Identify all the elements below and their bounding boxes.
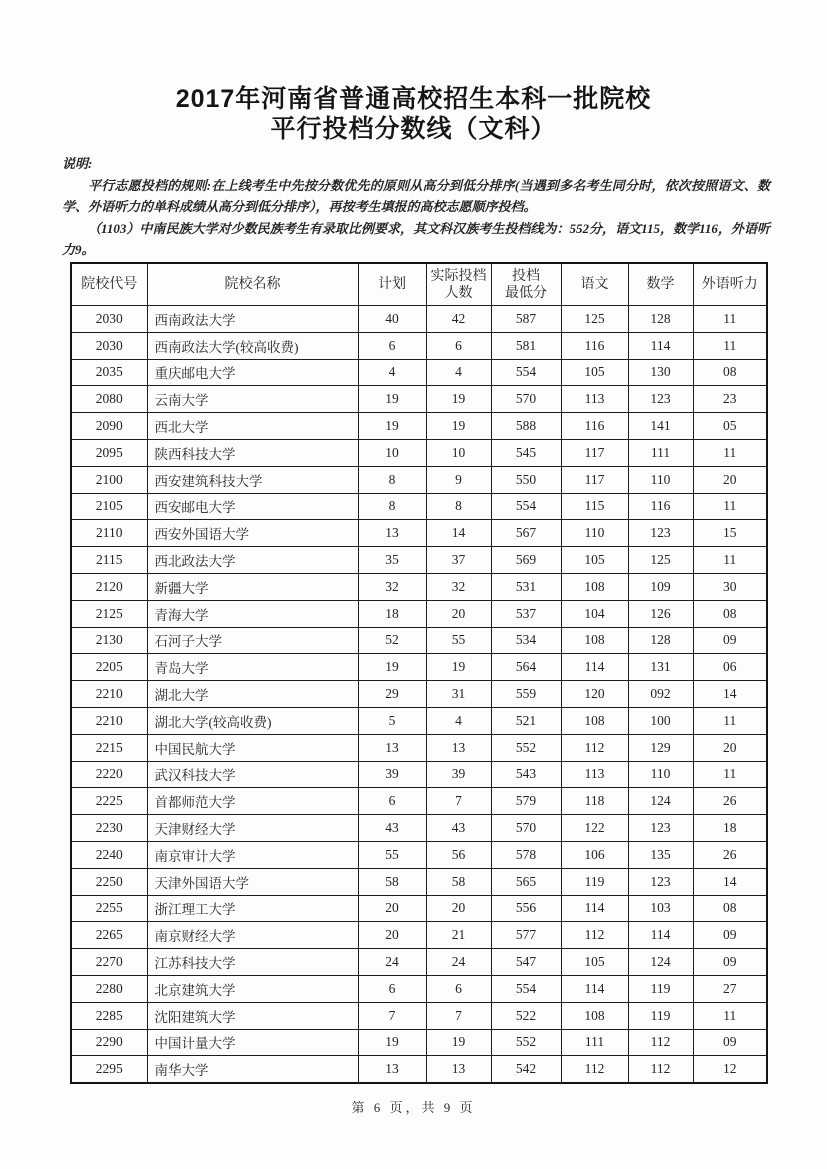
value-cell: 123	[628, 520, 693, 547]
value-cell: 11	[693, 332, 767, 359]
value-cell: 534	[491, 627, 561, 654]
value-cell: 24	[426, 949, 491, 976]
value-cell: 19	[358, 413, 426, 440]
value-cell: 130	[628, 359, 693, 386]
value-cell: 577	[491, 922, 561, 949]
notes-paragraph-1: 平行志愿投档的规则:在上线考生中先按分数优先的原则从高分到低分排序(当遇到多名考生同分时，依次按照语文、数学、外语听力的单科成绩从高分到低分排序），再按考生填报的高校志愿顺序投档。	[62, 177, 770, 214]
value-cell: 10	[358, 439, 426, 466]
value-cell: 35	[358, 547, 426, 574]
value-cell: 111	[628, 439, 693, 466]
value-cell: 55	[358, 841, 426, 868]
value-cell: 092	[628, 681, 693, 708]
value-cell: 19	[426, 654, 491, 681]
college-name-cell: 天津外国语大学	[147, 868, 358, 895]
table-row	[71, 466, 767, 493]
value-cell: 567	[491, 520, 561, 547]
value-cell: 09	[693, 922, 767, 949]
table-row	[71, 600, 767, 627]
page-title	[0, 84, 827, 144]
value-cell: 4	[426, 359, 491, 386]
value-cell: 20	[693, 734, 767, 761]
column-header: 数学	[628, 263, 693, 306]
value-cell: 2210	[71, 681, 147, 708]
value-cell: 588	[491, 413, 561, 440]
college-name-cell: 陕西科技大学	[147, 439, 358, 466]
value-cell: 112	[628, 1029, 693, 1056]
notes-label: 说明:	[62, 156, 93, 171]
value-cell: 110	[561, 520, 628, 547]
value-cell: 2250	[71, 868, 147, 895]
value-cell: 2265	[71, 922, 147, 949]
scores-table	[70, 262, 768, 1084]
college-name-cell: 西安邮电大学	[147, 493, 358, 520]
value-cell: 570	[491, 386, 561, 413]
notes-paragraph-2: （1103）中南民族大学对少数民族考生有录取比例要求，其文科汉族考生投档线为：552分，语文115，数学116，外语听力9。	[62, 220, 770, 257]
value-cell: 123	[628, 815, 693, 842]
value-cell: 2210	[71, 707, 147, 734]
value-cell: 40	[358, 306, 426, 333]
table-row	[71, 1056, 767, 1083]
college-name-cell: 沈阳建筑大学	[147, 1002, 358, 1029]
value-cell: 2290	[71, 1029, 147, 1056]
value-cell: 554	[491, 493, 561, 520]
value-cell: 552	[491, 1029, 561, 1056]
value-cell: 8	[358, 466, 426, 493]
value-cell: 119	[628, 975, 693, 1002]
value-cell: 581	[491, 332, 561, 359]
value-cell: 2120	[71, 573, 147, 600]
college-name-cell: 湖北大学(较高收费)	[147, 707, 358, 734]
value-cell: 114	[561, 975, 628, 1002]
value-cell: 7	[358, 1002, 426, 1029]
value-cell: 114	[628, 922, 693, 949]
value-cell: 6	[426, 975, 491, 1002]
table-row	[71, 493, 767, 520]
value-cell: 52	[358, 627, 426, 654]
table-row	[71, 734, 767, 761]
value-cell: 124	[628, 949, 693, 976]
college-name-cell: 江苏科技大学	[147, 949, 358, 976]
college-name-cell: 云南大学	[147, 386, 358, 413]
table-row	[71, 1002, 767, 1029]
value-cell: 11	[693, 1002, 767, 1029]
college-name-cell: 青海大学	[147, 600, 358, 627]
value-cell: 6	[358, 332, 426, 359]
value-cell: 110	[628, 466, 693, 493]
value-cell: 2080	[71, 386, 147, 413]
value-cell: 11	[693, 761, 767, 788]
college-name-cell: 重庆邮电大学	[147, 359, 358, 386]
value-cell: 537	[491, 600, 561, 627]
value-cell: 103	[628, 895, 693, 922]
college-name-cell: 天津财经大学	[147, 815, 358, 842]
value-cell: 116	[561, 332, 628, 359]
value-cell: 108	[561, 707, 628, 734]
value-cell: 543	[491, 761, 561, 788]
table-row	[71, 922, 767, 949]
value-cell: 112	[561, 734, 628, 761]
value-cell: 129	[628, 734, 693, 761]
college-name-cell: 首都师范大学	[147, 788, 358, 815]
value-cell: 19	[426, 1029, 491, 1056]
value-cell: 2240	[71, 841, 147, 868]
value-cell: 20	[426, 895, 491, 922]
value-cell: 570	[491, 815, 561, 842]
value-cell: 56	[426, 841, 491, 868]
value-cell: 4	[426, 707, 491, 734]
value-cell: 565	[491, 868, 561, 895]
value-cell: 2215	[71, 734, 147, 761]
value-cell: 20	[358, 922, 426, 949]
value-cell: 2295	[71, 1056, 147, 1083]
value-cell: 105	[561, 547, 628, 574]
value-cell: 123	[628, 868, 693, 895]
value-cell: 122	[561, 815, 628, 842]
college-name-cell: 南华大学	[147, 1056, 358, 1083]
value-cell: 113	[561, 761, 628, 788]
value-cell: 111	[561, 1029, 628, 1056]
value-cell: 26	[693, 788, 767, 815]
value-cell: 120	[561, 681, 628, 708]
college-name-cell: 北京建筑大学	[147, 975, 358, 1002]
column-header: 实际投档 人数	[426, 263, 491, 306]
value-cell: 8	[426, 493, 491, 520]
value-cell: 09	[693, 1029, 767, 1056]
value-cell: 39	[358, 761, 426, 788]
value-cell: 2100	[71, 466, 147, 493]
table-row	[71, 386, 767, 413]
value-cell: 13	[358, 734, 426, 761]
value-cell: 116	[561, 413, 628, 440]
table-row	[71, 895, 767, 922]
value-cell: 32	[426, 573, 491, 600]
value-cell: 7	[426, 788, 491, 815]
value-cell: 43	[358, 815, 426, 842]
value-cell: 554	[491, 359, 561, 386]
value-cell: 30	[693, 573, 767, 600]
value-cell: 521	[491, 707, 561, 734]
college-name-cell: 西北大学	[147, 413, 358, 440]
table-row	[71, 1029, 767, 1056]
value-cell: 13	[426, 1056, 491, 1083]
value-cell: 15	[693, 520, 767, 547]
value-cell: 23	[693, 386, 767, 413]
value-cell: 42	[426, 306, 491, 333]
value-cell: 2255	[71, 895, 147, 922]
title-line-1: 2017年河南省普通高校招生本科一批院校	[175, 85, 652, 113]
value-cell: 12	[693, 1056, 767, 1083]
value-cell: 32	[358, 573, 426, 600]
value-cell: 31	[426, 681, 491, 708]
value-cell: 58	[358, 868, 426, 895]
value-cell: 550	[491, 466, 561, 493]
value-cell: 24	[358, 949, 426, 976]
value-cell: 110	[628, 761, 693, 788]
value-cell: 27	[693, 975, 767, 1002]
table-row	[71, 788, 767, 815]
value-cell: 2095	[71, 439, 147, 466]
value-cell: 131	[628, 654, 693, 681]
value-cell: 4	[358, 359, 426, 386]
college-name-cell: 西南政法大学	[147, 306, 358, 333]
value-cell: 128	[628, 306, 693, 333]
value-cell: 114	[561, 895, 628, 922]
value-cell: 542	[491, 1056, 561, 1083]
column-header: 院校代号	[71, 263, 147, 306]
value-cell: 114	[561, 654, 628, 681]
value-cell: 05	[693, 413, 767, 440]
value-cell: 2230	[71, 815, 147, 842]
value-cell: 13	[426, 734, 491, 761]
value-cell: 113	[561, 386, 628, 413]
value-cell: 11	[693, 707, 767, 734]
value-cell: 39	[426, 761, 491, 788]
college-name-cell: 西安外国语大学	[147, 520, 358, 547]
value-cell: 2270	[71, 949, 147, 976]
college-name-cell: 石河子大学	[147, 627, 358, 654]
value-cell: 115	[561, 493, 628, 520]
value-cell: 20	[693, 466, 767, 493]
value-cell: 20	[358, 895, 426, 922]
column-header: 计划	[358, 263, 426, 306]
value-cell: 09	[693, 949, 767, 976]
value-cell: 112	[628, 1056, 693, 1083]
table-row	[71, 707, 767, 734]
table-row	[71, 681, 767, 708]
column-header: 外语听力	[693, 263, 767, 306]
value-cell: 108	[561, 1002, 628, 1029]
value-cell: 20	[426, 600, 491, 627]
value-cell: 14	[693, 681, 767, 708]
table-row	[71, 975, 767, 1002]
college-name-cell: 武汉科技大学	[147, 761, 358, 788]
table-row	[71, 439, 767, 466]
value-cell: 117	[561, 439, 628, 466]
college-name-cell: 青岛大学	[147, 654, 358, 681]
value-cell: 18	[358, 600, 426, 627]
column-header: 语文	[561, 263, 628, 306]
college-name-cell: 西北政法大学	[147, 547, 358, 574]
value-cell: 19	[426, 386, 491, 413]
value-cell: 552	[491, 734, 561, 761]
college-name-cell: 西南政法大学(较高收费)	[147, 332, 358, 359]
value-cell: 135	[628, 841, 693, 868]
value-cell: 10	[426, 439, 491, 466]
table-row	[71, 359, 767, 386]
value-cell: 8	[358, 493, 426, 520]
table-row	[71, 761, 767, 788]
value-cell: 2220	[71, 761, 147, 788]
value-cell: 11	[693, 493, 767, 520]
value-cell: 19	[426, 413, 491, 440]
value-cell: 2110	[71, 520, 147, 547]
value-cell: 587	[491, 306, 561, 333]
value-cell: 58	[426, 868, 491, 895]
value-cell: 522	[491, 1002, 561, 1029]
value-cell: 19	[358, 386, 426, 413]
value-cell: 14	[426, 520, 491, 547]
value-cell: 118	[561, 788, 628, 815]
value-cell: 108	[561, 627, 628, 654]
table-row	[71, 306, 767, 333]
table-row	[71, 868, 767, 895]
value-cell: 11	[693, 547, 767, 574]
value-cell: 2130	[71, 627, 147, 654]
table-row	[71, 654, 767, 681]
notes-section	[62, 153, 770, 261]
value-cell: 55	[426, 627, 491, 654]
value-cell: 126	[628, 600, 693, 627]
value-cell: 29	[358, 681, 426, 708]
value-cell: 2105	[71, 493, 147, 520]
value-cell: 2225	[71, 788, 147, 815]
value-cell: 109	[628, 573, 693, 600]
column-header: 投档 最低分	[491, 263, 561, 306]
value-cell: 13	[358, 1056, 426, 1083]
value-cell: 26	[693, 841, 767, 868]
table-header-row	[71, 263, 767, 306]
value-cell: 09	[693, 627, 767, 654]
value-cell: 21	[426, 922, 491, 949]
college-name-cell: 新疆大学	[147, 573, 358, 600]
value-cell: 08	[693, 895, 767, 922]
table-row	[71, 627, 767, 654]
value-cell: 2030	[71, 332, 147, 359]
value-cell: 5	[358, 707, 426, 734]
table-row	[71, 815, 767, 842]
value-cell: 579	[491, 788, 561, 815]
value-cell: 7	[426, 1002, 491, 1029]
title-line-2: 平行投档分数线（文科）	[270, 115, 557, 143]
value-cell: 547	[491, 949, 561, 976]
value-cell: 123	[628, 386, 693, 413]
value-cell: 559	[491, 681, 561, 708]
value-cell: 117	[561, 466, 628, 493]
value-cell: 531	[491, 573, 561, 600]
table-row	[71, 332, 767, 359]
table-row	[71, 573, 767, 600]
value-cell: 2030	[71, 306, 147, 333]
value-cell: 116	[628, 493, 693, 520]
value-cell: 119	[561, 868, 628, 895]
value-cell: 569	[491, 547, 561, 574]
value-cell: 11	[693, 306, 767, 333]
table-row	[71, 547, 767, 574]
college-name-cell: 南京财经大学	[147, 922, 358, 949]
college-name-cell: 浙江理工大学	[147, 895, 358, 922]
value-cell: 6	[426, 332, 491, 359]
value-cell: 2090	[71, 413, 147, 440]
value-cell: 119	[628, 1002, 693, 1029]
value-cell: 124	[628, 788, 693, 815]
value-cell: 43	[426, 815, 491, 842]
value-cell: 112	[561, 1056, 628, 1083]
value-cell: 104	[561, 600, 628, 627]
value-cell: 2125	[71, 600, 147, 627]
college-name-cell: 中国民航大学	[147, 734, 358, 761]
value-cell: 106	[561, 841, 628, 868]
value-cell: 125	[561, 306, 628, 333]
table-row	[71, 413, 767, 440]
college-name-cell: 中国计量大学	[147, 1029, 358, 1056]
value-cell: 2035	[71, 359, 147, 386]
value-cell: 37	[426, 547, 491, 574]
value-cell: 9	[426, 466, 491, 493]
college-name-cell: 南京审计大学	[147, 841, 358, 868]
value-cell: 578	[491, 841, 561, 868]
value-cell: 11	[693, 439, 767, 466]
value-cell: 564	[491, 654, 561, 681]
table-row	[71, 949, 767, 976]
value-cell: 08	[693, 359, 767, 386]
value-cell: 554	[491, 975, 561, 1002]
page-footer: 第 6 页，共 9 页	[351, 1100, 476, 1115]
value-cell: 19	[358, 654, 426, 681]
value-cell: 2115	[71, 547, 147, 574]
value-cell: 2205	[71, 654, 147, 681]
value-cell: 141	[628, 413, 693, 440]
value-cell: 13	[358, 520, 426, 547]
value-cell: 2285	[71, 1002, 147, 1029]
table-row	[71, 520, 767, 547]
value-cell: 125	[628, 547, 693, 574]
value-cell: 2280	[71, 975, 147, 1002]
value-cell: 19	[358, 1029, 426, 1056]
college-name-cell: 湖北大学	[147, 681, 358, 708]
value-cell: 545	[491, 439, 561, 466]
college-name-cell: 西安建筑科技大学	[147, 466, 358, 493]
value-cell: 556	[491, 895, 561, 922]
value-cell: 18	[693, 815, 767, 842]
table-row	[71, 841, 767, 868]
value-cell: 06	[693, 654, 767, 681]
value-cell: 108	[561, 573, 628, 600]
value-cell: 6	[358, 788, 426, 815]
column-header: 院校名称	[147, 263, 358, 306]
value-cell: 14	[693, 868, 767, 895]
value-cell: 6	[358, 975, 426, 1002]
value-cell: 100	[628, 707, 693, 734]
value-cell: 105	[561, 949, 628, 976]
value-cell: 128	[628, 627, 693, 654]
value-cell: 114	[628, 332, 693, 359]
value-cell: 105	[561, 359, 628, 386]
value-cell: 112	[561, 922, 628, 949]
value-cell: 08	[693, 600, 767, 627]
